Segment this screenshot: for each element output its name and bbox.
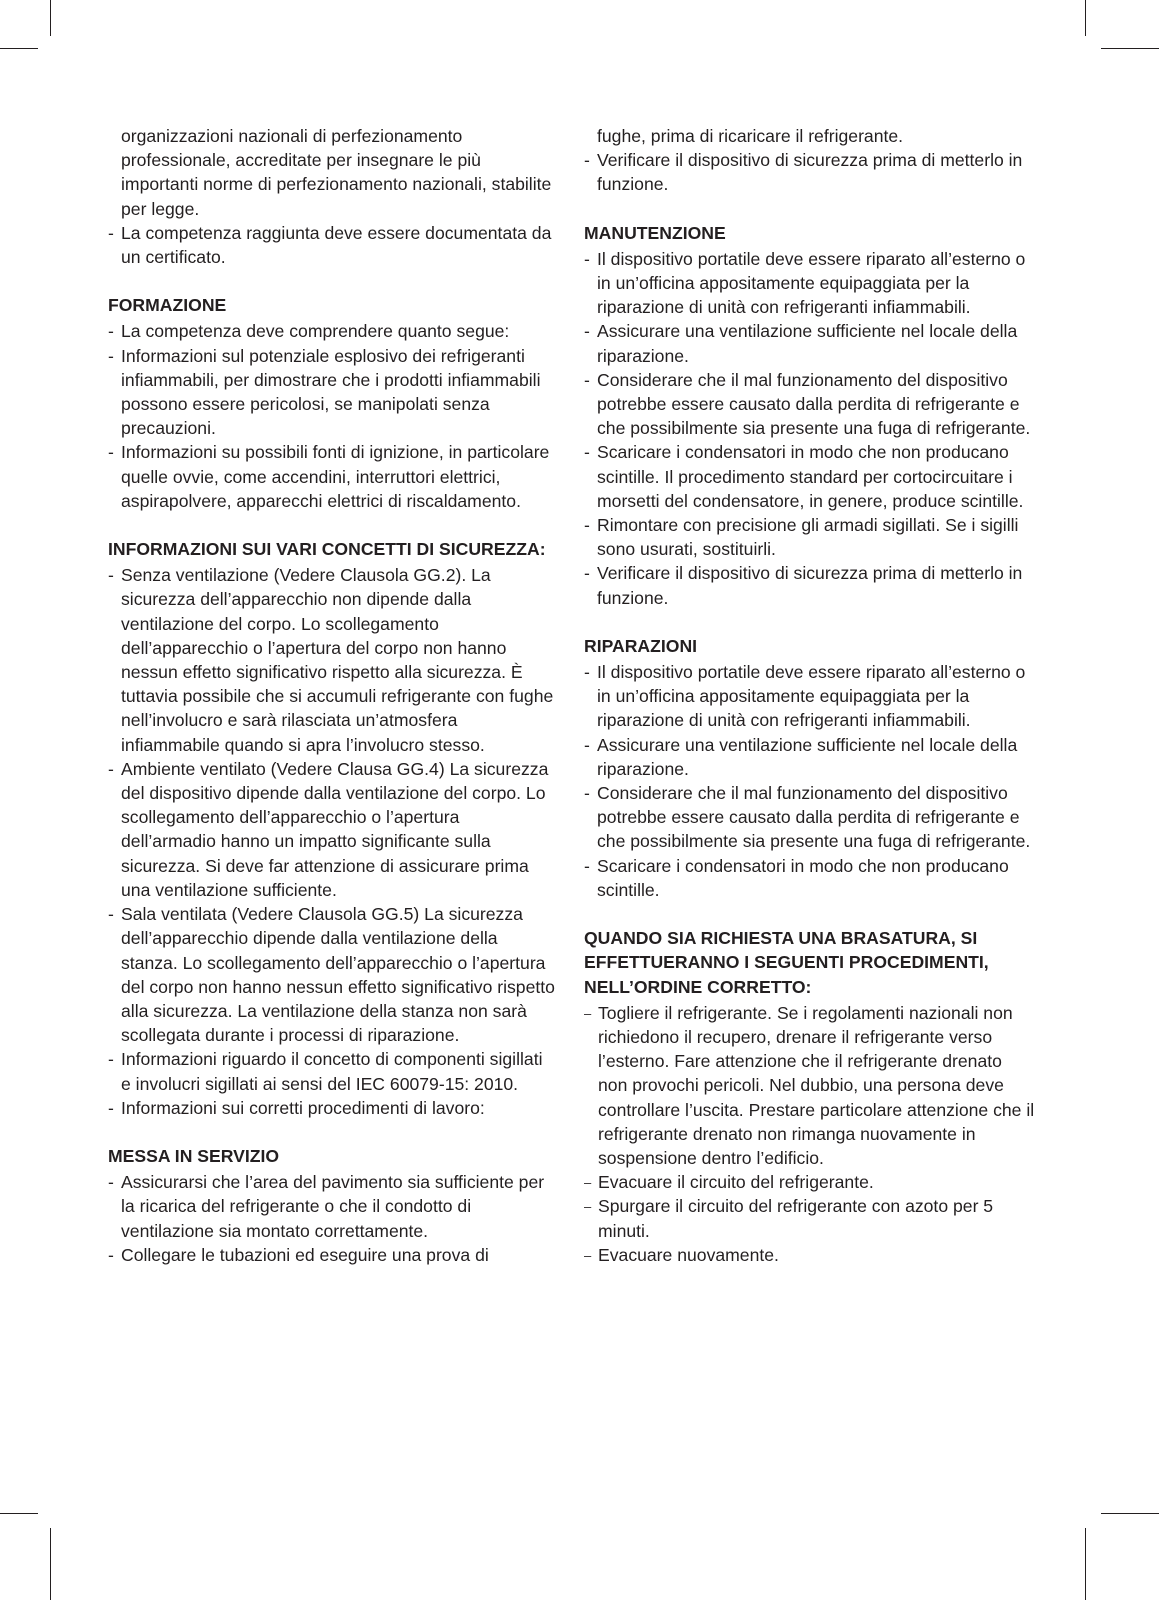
concetti-sicurezza-list: [108, 563, 556, 1120]
list-item: - Sala ventilata (Vedere Clausola GG.5) La sicurezza dell’apparecchio dipende dalla ventilazione della stanza. Lo scollegamento dell’apparecchio o l’apertura del corpo non hanno nessun effetto significativo rispetto alla sicurezza. La ventilazione della stanza non sarà scollegata durante i processi di riparazione.: [108, 902, 556, 1047]
list-item: - Il dispositivo portatile deve essere riparato all’esterno o in un’officina appositamente equipaggiata per la riparazione di unità con refrigeranti infiammabili.: [584, 660, 1036, 733]
list-item: – Spurgare il circuito del refrigerante con azoto per 5 minuti.: [584, 1194, 1036, 1242]
crop-mark-top-right-v: [1085, 0, 1086, 36]
crop-mark-top-right-h: [1101, 48, 1159, 49]
crop-mark-bottom-right-h: [1101, 1513, 1159, 1514]
crop-mark-bottom-left-v: [50, 1528, 51, 1600]
left-column: [108, 124, 556, 1267]
list-item: - Verificare il dispositivo di sicurezza prima di metterlo in funzione.: [584, 148, 1036, 196]
riparazioni-list: [584, 660, 1036, 902]
list-item: - Considerare che il mal funzionamento del dispositivo potrebbe essere causato dalla perdita di refrigerante e che possibilmente sia presente una fuga di refrigerante.: [584, 781, 1036, 854]
manutenzione-list: [584, 247, 1036, 610]
formazione-list: [108, 319, 556, 513]
continued-list: [584, 124, 1036, 197]
section-heading-messa-in-servizio: MESSA IN SERVIZIO: [108, 1145, 280, 1166]
list-item: - Assicurarsi che l’area del pavimento sia sufficiente per la ricarica del refrigerante o che il condotto di ventilazione sia montato correttamente.: [108, 1170, 556, 1243]
crop-mark-top-left-h: [0, 48, 38, 49]
list-item: - Rimontare con precisione gli armadi sigillati. Se i sigilli sono usurati, sostituirli.: [584, 513, 1036, 561]
list-item: – Evacuare nuovamente.: [584, 1243, 1036, 1267]
list-item: – Evacuare il circuito del refrigerante.: [584, 1170, 1036, 1194]
section-heading-manutenzione: MANUTENZIONE: [584, 222, 726, 243]
messa-in-servizio-list: [108, 1170, 556, 1267]
list-item: - Informazioni su possibili fonti di ignizione, in particolare quelle ovvie, come accendini, interruttori elettrici, aspirapolvere, apparecchi elettrici di riscaldamento.: [108, 440, 556, 513]
section-heading-formazione: FORMAZIONE: [108, 295, 227, 316]
list-item: - Scaricare i condensatori in modo che non producano scintille. Il procedimento standard per cortocircuitare i morsetti del condensatore, in genere, produce scintille.: [584, 440, 1036, 513]
list-item: - Assicurare una ventilazione sufficiente nel locale della riparazione.: [584, 733, 1036, 781]
list-item: fughe, prima di ricaricare il refrigerante.: [597, 126, 904, 146]
list-item: - Considerare che il mal funzionamento del dispositivo potrebbe essere causato dalla perdita di refrigerante e che possibilmente sia presente una fuga di refrigerante.: [584, 368, 1036, 441]
list-item: - Informazioni riguardo il concetto di componenti sigillati e involucri sigillati ai sensi del IEC 60079-15: 2010.: [108, 1047, 556, 1095]
list-item: organizzazioni nazionali di perfezionamento professionale, accreditate per insegnare le più importanti norme di perfezionamento nazionali, stabilite per legge.: [121, 126, 552, 219]
crop-mark-bottom-right-v: [1085, 1528, 1086, 1600]
crop-mark-bottom-left-h: [0, 1513, 38, 1514]
list-item: - La competenza raggiunta deve essere documentata da un certificato.: [108, 221, 556, 269]
list-item: - Scaricare i condensatori in modo che non producano scintille.: [584, 854, 1036, 902]
list-item: - Informazioni sul potenziale esplosivo dei refrigeranti infiammabili, per dimostrare che i prodotti infiammabili possono essere pericolosi, se manipolati senza precauzioni.: [108, 344, 556, 441]
list-item: - Informazioni sui corretti procedimenti di lavoro:: [108, 1096, 556, 1120]
list-item: – Togliere il refrigerante. Se i regolamenti nazionali non richiedono il recupero, drenare il refrigerante verso l’esterno. Fare attenzione che il refrigerante drenato non provochi pericoli. Nel dubbio, una persona deve controllare l’uscita. Prestare particolare attenzione che il refrigerante drenato non rimanga nuovamente in sospensione dentro l’edificio.: [584, 1001, 1036, 1170]
section-heading-brasatura: QUANDO SIA RICHIESTA UNA BRASATURA, SI EFFETTUERANNO I SEGUENTI PROCEDIMENTI, NELL’ORDINE CORRETTO:: [584, 928, 989, 997]
brasatura-list: [584, 1001, 1036, 1267]
right-column: [584, 124, 1036, 1267]
crop-mark-top-left-v: [50, 0, 51, 36]
intro-list: [108, 124, 556, 269]
list-item: - Il dispositivo portatile deve essere riparato all’esterno o in un’officina appositamente equipaggiata per la riparazione di unità con refrigeranti infiammabili.: [584, 247, 1036, 320]
section-heading-concetti-sicurezza: INFORMAZIONI SUI VARI CONCETTI DI SICUREZZA:: [108, 539, 546, 560]
list-item: - Assicurare una ventilazione sufficiente nel locale della riparazione.: [584, 319, 1036, 367]
section-heading-riparazioni: RIPARAZIONI: [584, 635, 698, 656]
list-item: - Verificare il dispositivo di sicurezza prima di metterlo in funzione.: [584, 561, 1036, 609]
list-item: - Collegare le tubazioni ed eseguire una prova di: [108, 1243, 556, 1267]
list-item: - Ambiente ventilato (Vedere Clausa GG.4) La sicurezza del dispositivo dipende dalla ventilazione del corpo. Lo scollegamento dell’apparecchio o l’apertura dell’armadio hanno un impatto significante sulla sicurezza. Si deve far attenzione di assicurare prima una ventilazione sufficiente.: [108, 757, 556, 902]
list-item: - Senza ventilazione (Vedere Clausola GG.2). La sicurezza dell’apparecchio non dipende dalla ventilazione del corpo. Lo scollegamento dell’apparecchio o l’apertura del corpo non hanno nessun effetto significativo rispetto alla sicurezza. È tuttavia possibile che si accumuli refrigerante con fughe nell’involucro e sarà rilasciata un’atmosfera infiammabile quando si apra l’involucro stesso.: [108, 563, 556, 757]
list-item: - La competenza deve comprendere quanto segue:: [108, 319, 556, 343]
